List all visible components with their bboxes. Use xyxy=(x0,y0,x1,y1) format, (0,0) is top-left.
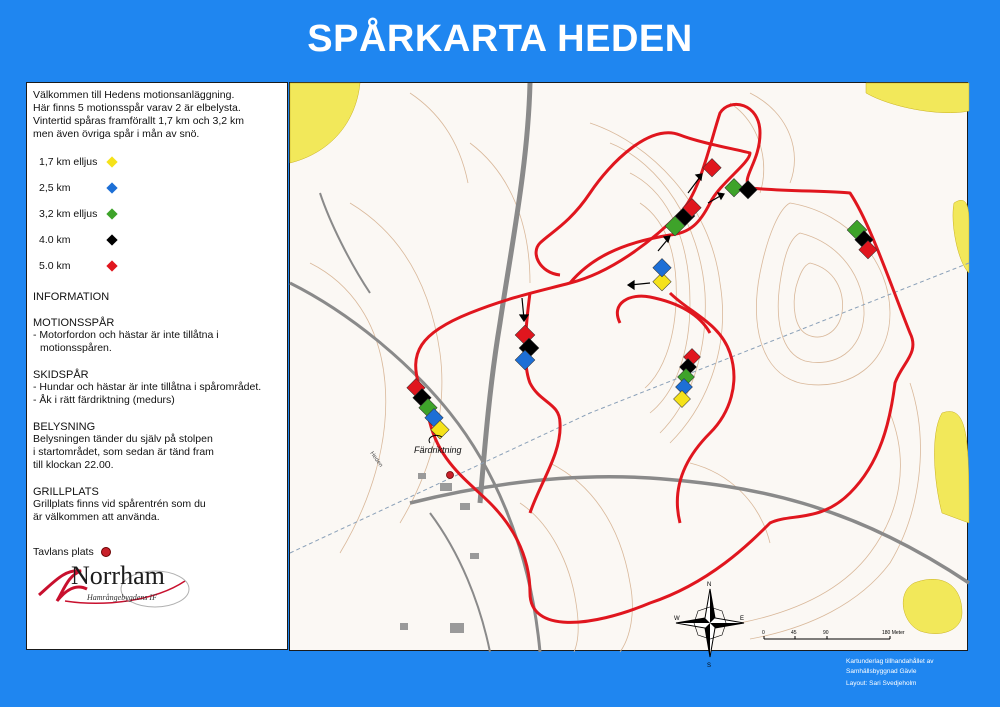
motion-text: - Motorfordon och hästar är inte tillåtna i xyxy=(33,329,219,341)
road xyxy=(320,193,370,293)
field-area xyxy=(903,579,962,633)
compass-s: S xyxy=(707,663,712,669)
trails xyxy=(416,104,913,622)
scale-tick: 180 Meter xyxy=(882,630,905,636)
compass-e: E xyxy=(740,616,745,622)
legend-label: 1,7 km elljus xyxy=(39,156,98,168)
legend-item-2-5km xyxy=(33,175,281,201)
blue-diamond-icon xyxy=(106,183,117,194)
field-area xyxy=(934,411,969,523)
legend-item-5km xyxy=(33,253,281,279)
marker-black xyxy=(739,181,757,199)
building xyxy=(400,623,408,630)
motion-heading: MOTIONSSPÅR xyxy=(33,317,115,329)
fields xyxy=(290,83,969,634)
legend-panel xyxy=(26,82,288,650)
compass-rose xyxy=(674,582,744,669)
building xyxy=(418,473,426,479)
compass-w: W xyxy=(674,616,680,622)
compass-n: N xyxy=(707,582,712,588)
trail-legend xyxy=(33,149,281,279)
arrow-icon xyxy=(628,281,634,289)
road xyxy=(410,477,969,583)
arrow-icon xyxy=(664,236,670,242)
arrow-icon xyxy=(718,193,724,199)
credit-line: Samhällsbyggnad Gävle xyxy=(846,668,917,675)
skid-text: - Hundar och hästar är inte tillåtna i spårområdet. xyxy=(33,381,262,393)
legend-item-1-7km xyxy=(33,149,281,175)
legend-item-3-2km xyxy=(33,201,281,227)
building xyxy=(440,483,452,491)
skid-heading: SKIDSPÅR xyxy=(33,369,89,381)
marker-yellow xyxy=(674,391,691,408)
tavlan-dot-icon xyxy=(101,547,111,557)
tavlan-marker xyxy=(447,472,454,479)
black-diamond-icon xyxy=(106,235,117,246)
direction-label: Färdriktning xyxy=(414,445,462,455)
marker-blue xyxy=(653,259,671,277)
tavlan-label: Tavlans plats xyxy=(33,546,94,558)
trail-outer-loop xyxy=(416,104,913,622)
intro-line: Vintertid spåras framförallt 1,7 km och 3,2 km xyxy=(33,115,245,127)
road-label: Heden xyxy=(368,450,384,469)
belysning-text: i startområdet, som sedan är tänd fram xyxy=(33,446,214,458)
motion-text: motionsspåren. xyxy=(40,342,112,354)
norrham-logo xyxy=(35,561,195,621)
logo-subtitle: Hamrångebygdens IF xyxy=(87,593,157,602)
legend-label: 3,2 km elljus xyxy=(39,208,98,220)
green-diamond-icon xyxy=(106,209,117,220)
power-line xyxy=(290,263,969,553)
belysning-text: Belysningen tänder du själv på stolpen xyxy=(33,433,213,445)
red-diamond-icon xyxy=(106,261,117,272)
credit-text xyxy=(846,657,933,677)
belysning-heading: BELYSNING xyxy=(33,421,96,433)
trail-inner-loop xyxy=(536,133,750,283)
skid-text: - Åk i rätt färdriktning (medurs) xyxy=(33,394,175,406)
road xyxy=(480,83,530,503)
grill-heading: GRILLPLATS xyxy=(33,486,99,498)
legend-label: 5.0 km xyxy=(39,260,71,272)
field-area xyxy=(290,83,360,163)
layout-credit: Layout: Sari Svedjeholm xyxy=(846,680,917,687)
grill-text: är välkommen att använda. xyxy=(33,511,160,523)
intro-text xyxy=(33,89,281,141)
scale-tick: 0 xyxy=(762,630,765,636)
logo-name: Norrham xyxy=(71,561,165,590)
building xyxy=(460,503,470,510)
info-heading: INFORMATION xyxy=(33,291,110,303)
legend-label: 4.0 km xyxy=(39,234,71,246)
intro-line: Välkommen till Hedens motionsanläggning. xyxy=(33,89,235,101)
legend-item-4km xyxy=(33,227,281,253)
contours xyxy=(310,93,920,652)
field-area xyxy=(866,83,969,113)
tavlan-legend xyxy=(33,546,281,558)
yellow-diamond-icon xyxy=(106,157,117,168)
page-title: SPÅRKARTA HEDEN xyxy=(307,18,693,60)
field-area xyxy=(953,200,969,273)
trail-markers xyxy=(407,159,877,439)
road xyxy=(290,283,540,652)
scale-tick: 90 xyxy=(823,630,829,636)
intro-line: Här finns 5 motionsspår varav 2 är elbelysta. xyxy=(33,102,241,114)
credit-line: Kartunderlag tillhandahållet av xyxy=(846,658,934,665)
belysning-text: till klockan 22.00. xyxy=(33,459,114,471)
scale-tick: 45 xyxy=(791,630,797,636)
intro-line: men även övriga spår i mån av snö. xyxy=(33,128,200,140)
building xyxy=(470,553,479,559)
grill-text: Grillplats finns vid spårentrén som du xyxy=(33,498,206,510)
building xyxy=(450,623,464,633)
legend-label: 2,5 km xyxy=(39,182,71,194)
